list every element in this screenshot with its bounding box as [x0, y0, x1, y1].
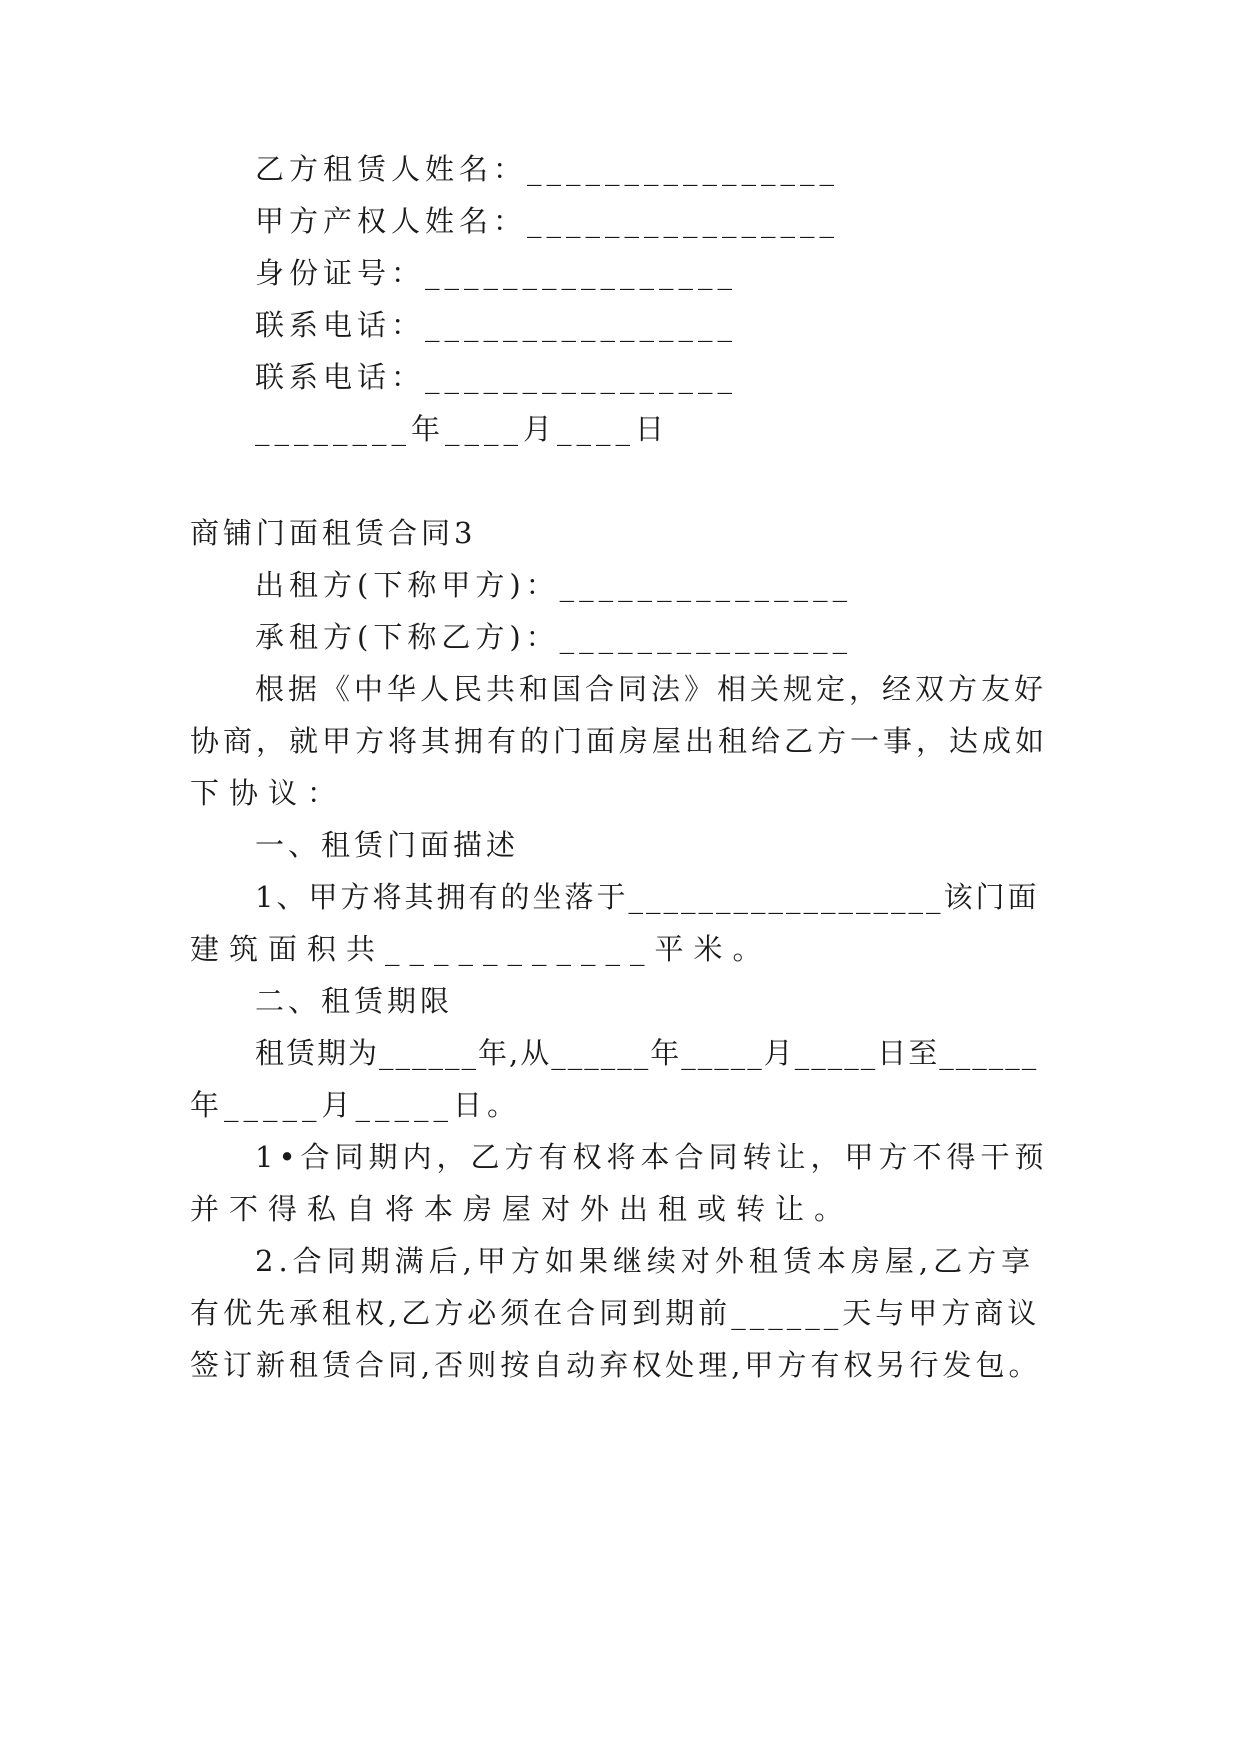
phone-line-1: 联系电话：________________ [255, 308, 738, 342]
phone-line-2: 联系电话：________________ [255, 360, 738, 394]
section-1-item-1-line-1: 1、甲方将其拥有的坐落于__________________该门面 [255, 880, 1040, 914]
clause-2-line-2: 有优先承租权,乙方必须在合同到期前______天与甲方商议 [190, 1296, 1041, 1330]
intro-line-3: 下协议： [190, 776, 347, 810]
date-line: ________年____月____日 [255, 412, 670, 446]
clause-1-line-1: 1•合同期内，乙方有权将本合同转让，甲方不得干预 [255, 1140, 1049, 1174]
lessor-name-line: 甲方产权人姓名：________________ [255, 204, 840, 238]
intro-line-1: 根据《中华人民共和国合同法》相关规定，经双方友好 [255, 672, 1048, 706]
clause-1-line-2: 并不得私自将本房屋对外出租或转让。 [190, 1192, 854, 1226]
section-1-heading: 一、租赁门面描述 [255, 828, 520, 862]
intro-line-2: 协商，就甲方将其拥有的门面房屋出租给乙方一事，达成如 [190, 724, 1049, 758]
clause-2-line-3: 签订新租赁合同,否则按自动弃权处理,甲方有权另行发包。 [190, 1348, 1042, 1382]
term-line-1: 租赁期为______年,从______年_____月_____日至______ [255, 1036, 1039, 1070]
lessee-party-line: 承租方(下称乙方)：_______________ [255, 620, 853, 654]
section-2-heading: 二、租赁期限 [255, 984, 454, 1018]
term-line-2: 年_____月_____日。 [190, 1088, 522, 1122]
lessor-party-line: 出租方(下称甲方)：_______________ [255, 568, 853, 602]
section-1-item-1-line-2: 建筑面积共___________平米。 [190, 932, 772, 966]
id-number-line: 身份证号：________________ [255, 256, 738, 290]
contract-title: 商铺门面租赁合同3 [190, 516, 477, 550]
lessee-name-line: 乙方租赁人姓名：________________ [255, 152, 840, 186]
clause-2-line-1: 2.合同期满后,甲方如果继续对外租赁本房屋,乙方享 [255, 1244, 1036, 1278]
